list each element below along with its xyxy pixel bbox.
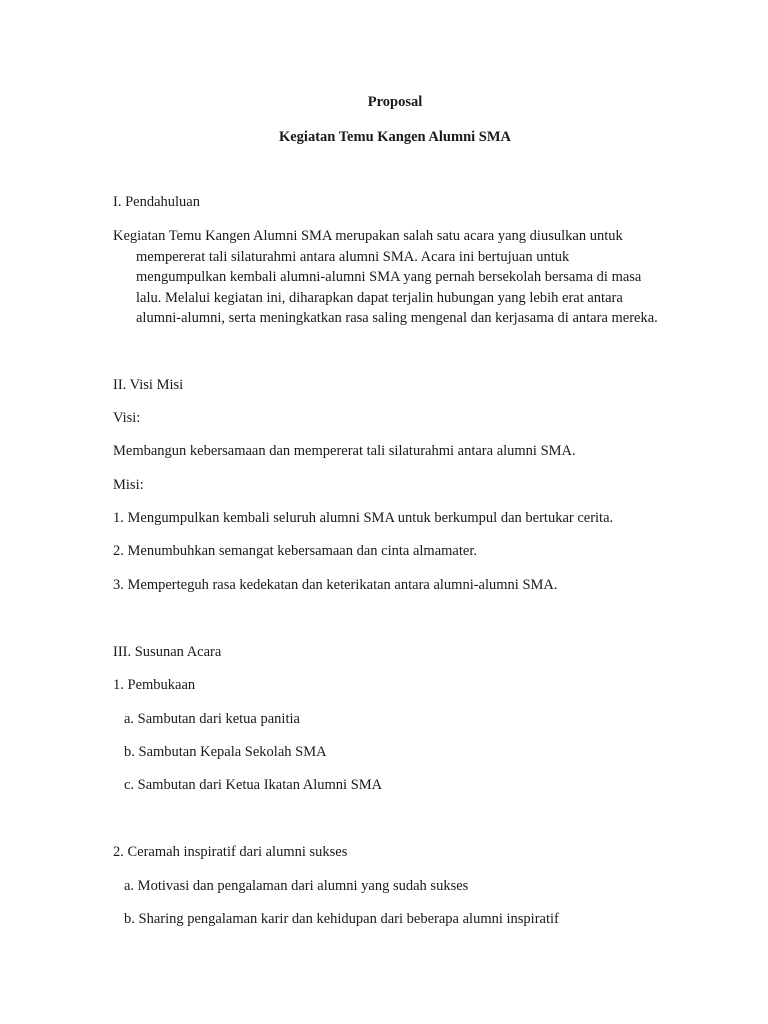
visi-text: Membangun kebersamaan dan mempererat tali silaturahmi antara alumni SMA. (113, 443, 576, 459)
misi-item: 1. Mengumpulkan kembali seluruh alumni SMA untuk berkumpul dan bertukar cerita. (113, 510, 614, 526)
paragraph-line: mengumpulkan kembali alumni-alumni SMA yang pernah bersekolah bersama di masa (136, 269, 642, 286)
section-heading-pendahuluan: I. Pendahuluan (113, 194, 200, 210)
document-title: Proposal (367, 94, 423, 110)
paragraph-line: lalu. Melalui kegiatan ini, diharapkan dapat terjalin hubungan yang lebih erat antara (136, 289, 623, 306)
agenda-subitem: a. Sambutan dari ketua panitia (124, 711, 300, 727)
paragraph-line: Kegiatan Temu Kangen Alumni SMA merupakan salah satu acara yang diusulkan untuk (113, 228, 623, 244)
paragraph-line: alumni-alumni, serta meningkatkan rasa saling mengenal dan kerjasama di antara mereka. (136, 310, 658, 327)
misi-item: 3. Memperteguh rasa kedekatan dan keterikatan antara alumni-alumni SMA. (113, 577, 558, 593)
misi-item: 2. Menumbuhkan semangat kebersamaan dan cinta almamater. (113, 543, 477, 559)
visi-label: Visi: (113, 410, 141, 426)
misi-label: Misi: (113, 477, 144, 493)
section-heading-visi-misi: II. Visi Misi (113, 377, 184, 393)
agenda-subitem: b. Sharing pengalaman karir dan kehidupan dari beberapa alumni inspiratif (124, 911, 559, 927)
agenda-item: 2. Ceramah inspiratif dari alumni sukses (113, 844, 348, 860)
document-subtitle: Kegiatan Temu Kangen Alumni SMA (278, 129, 512, 145)
agenda-subitem: b. Sambutan Kepala Sekolah SMA (124, 744, 327, 760)
agenda-item: 1. Pembukaan (113, 677, 196, 693)
agenda-subitem: a. Motivasi dan pengalaman dari alumni yang sudah sukses (124, 878, 469, 894)
agenda-subitem: c. Sambutan dari Ketua Ikatan Alumni SMA (124, 777, 383, 793)
paragraph-line: mempererat tali silaturahmi antara alumni SMA. Acara ini bertujuan untuk (136, 248, 570, 265)
section-heading-susunan-acara: III. Susunan Acara (113, 644, 222, 660)
pendahuluan-paragraph (113, 226, 693, 329)
